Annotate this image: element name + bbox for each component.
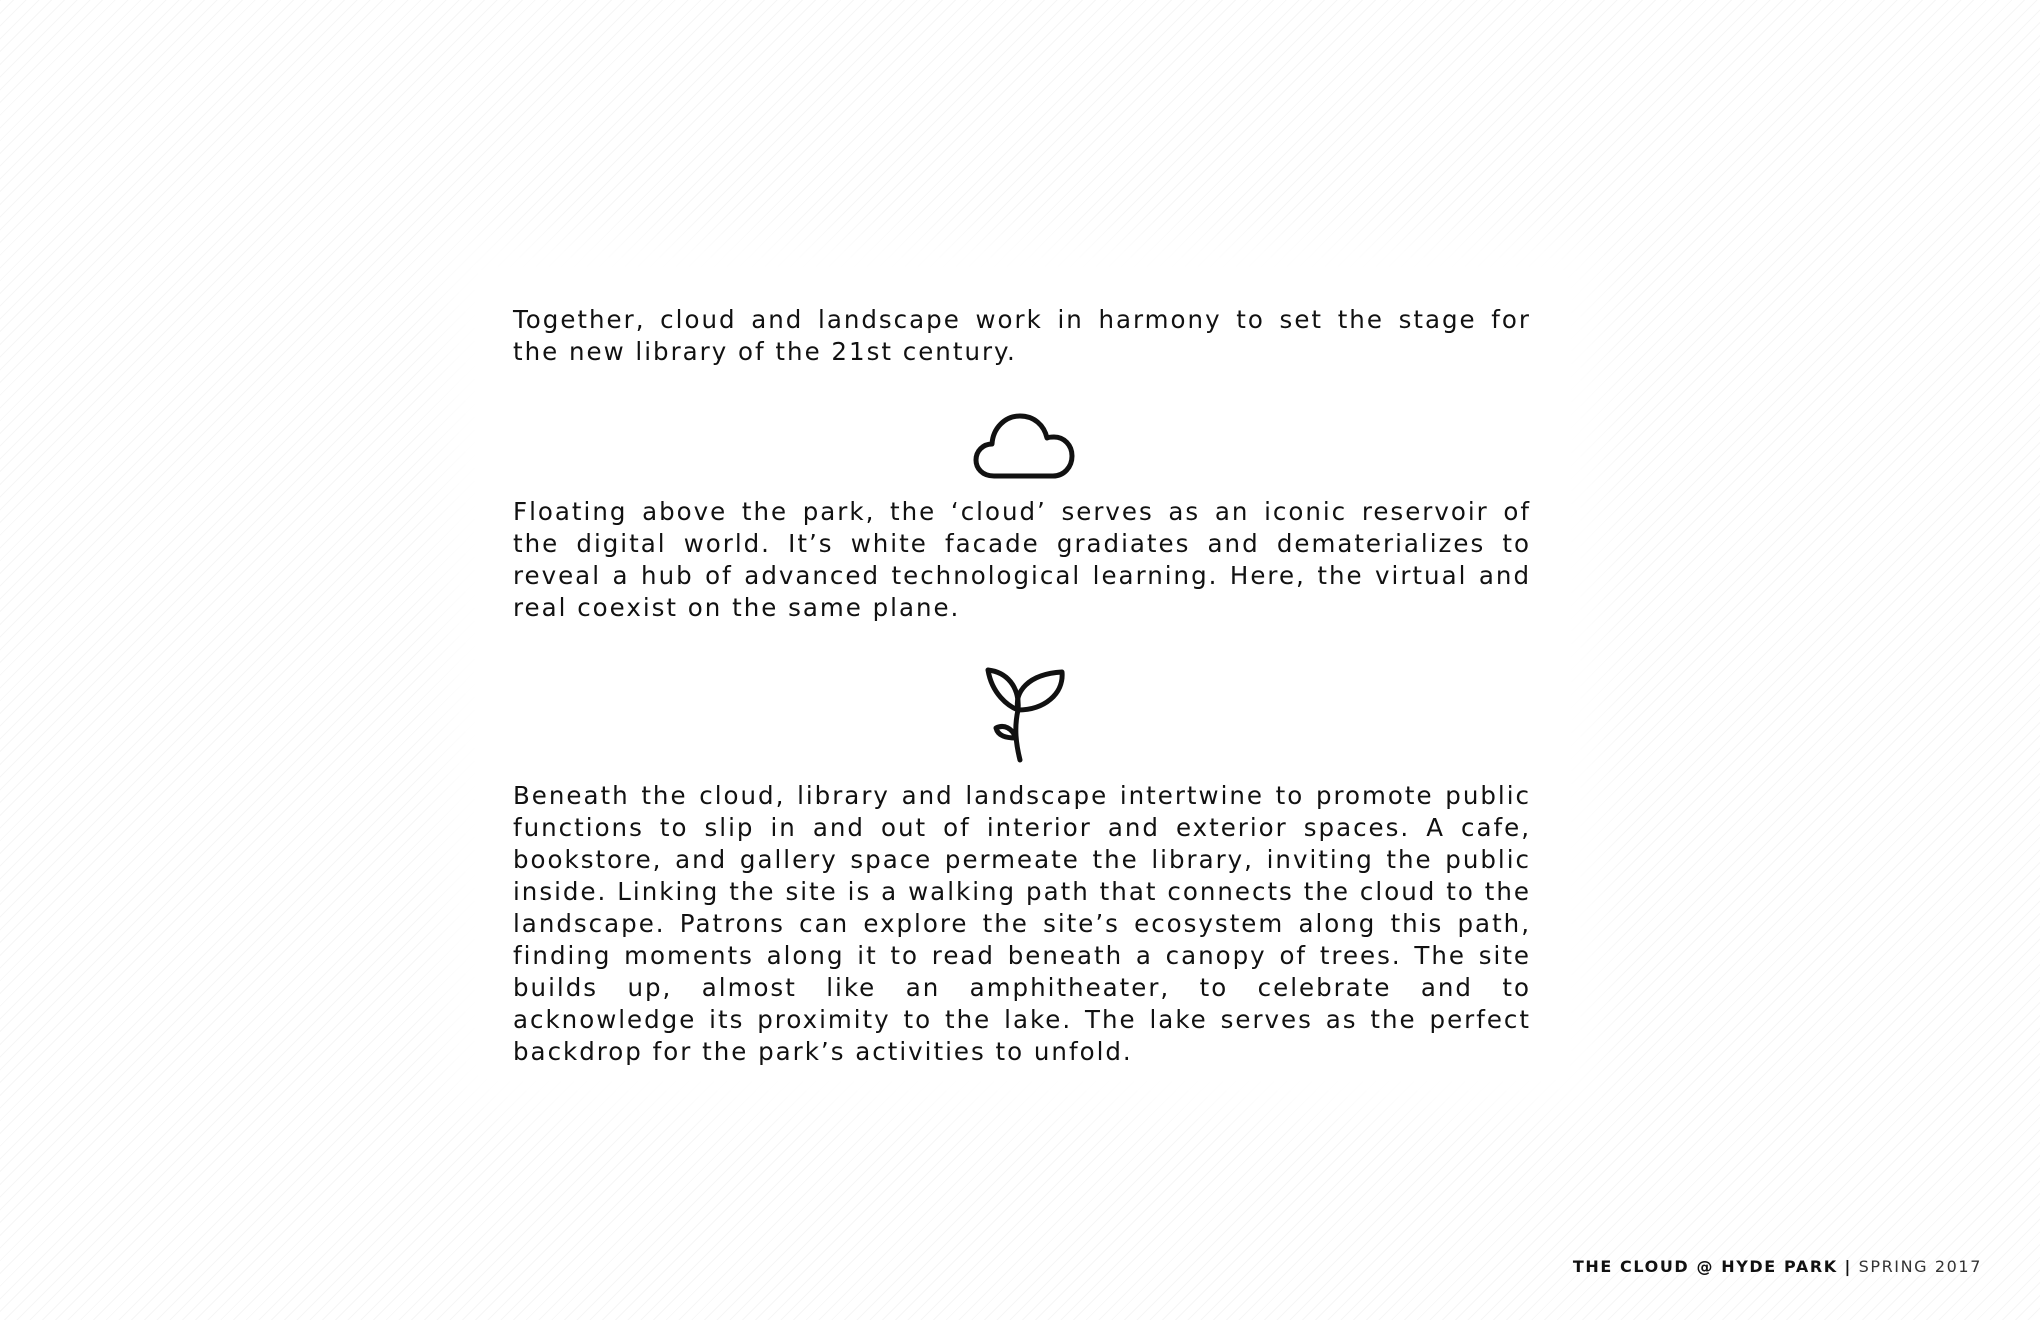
footer-title: THE CLOUD @ HYDE PARK (1572, 1257, 1838, 1276)
cloud-paragraph: Floating above the park, the ‘cloud’ serves as an iconic reservoir of the digital world. It’s white facade gradiates and dematerializes to reveal a hub of advanced technological learning. Here, the virtual and real coexist on the same plane. (513, 497, 1531, 622)
footer-separator: | (1844, 1257, 1852, 1276)
landscape-paragraph: Beneath the cloud, library and landscape intertwine to promote public functions to slip in and out of interior and exterior spaces. A cafe, bookstore, and gallery space permeate the library, inviting the public inside. Linking the site is a walking path that connects the cloud to the landscape. Patrons can explore the site’s ecosystem along this path, finding moments along it to read beneath a canopy of trees. The site builds up, almost like an amphitheater, to celebrate and to acknowledge its proximity to the lake. The lake serves as the perfect backdrop for the park’s activities to unfold. (513, 781, 1531, 1066)
sprout-icon (978, 664, 1066, 764)
intro-paragraph: Together, cloud and landscape work in harmony to set the stage for the new library of the 21st century. (513, 305, 1531, 366)
footer (1573, 1257, 1982, 1276)
cloud-icon (972, 410, 1076, 482)
footer-season: SPRING 2017 (1858, 1257, 1982, 1276)
